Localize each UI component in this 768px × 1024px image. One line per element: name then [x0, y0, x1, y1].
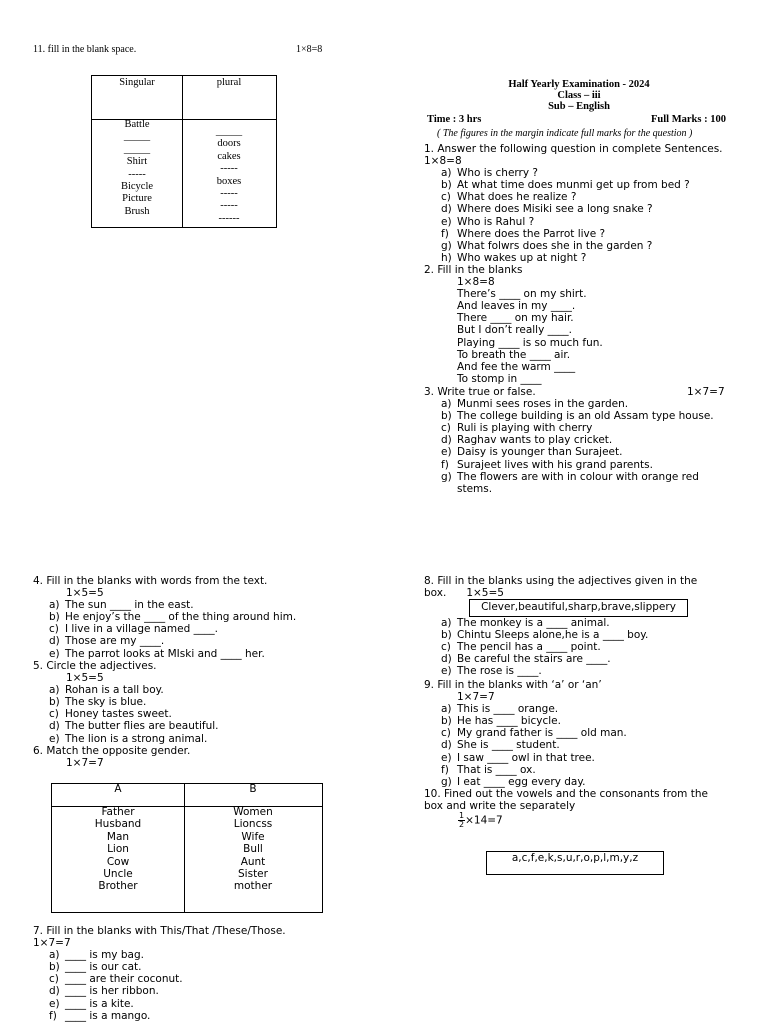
- q2-line: But I don’t really ____.: [457, 324, 572, 337]
- q4-title: 4. Fill in the blanks with words from the text.: [33, 575, 268, 587]
- q7-item: [49, 998, 286, 1010]
- q6-title: 6. Match the opposite gender.: [33, 745, 191, 757]
- q8-item-label: e): [441, 665, 452, 678]
- q10-letter-box: a,c,f,e,k,s,u,r,o,p,l,m,y,z: [486, 851, 664, 875]
- q8-item-text: The monkey is a ____ animal.: [457, 617, 610, 629]
- q7-item-text: ____ is a kite.: [65, 997, 134, 1010]
- q1-item: [441, 216, 723, 228]
- q11-marks: 1×8=8: [296, 44, 323, 55]
- q11-title: 11. fill in the blank space.: [33, 44, 137, 55]
- q10-marks-denominator: 2: [459, 820, 465, 829]
- q4-item: [49, 648, 296, 660]
- q4-item: [49, 635, 296, 647]
- q8-item-label: c): [441, 641, 451, 654]
- exam-class: Class – iii: [557, 90, 601, 101]
- exam-note: ( The figures in the margin indicate full marks for the question ): [437, 128, 693, 139]
- q6-column-a-cell: Father: [101, 806, 135, 818]
- q5-item: [49, 708, 219, 720]
- q1-item-label: c): [441, 191, 451, 204]
- q8-item-text: Be careful the stairs are ____.: [457, 653, 611, 666]
- q1-item-label: d): [441, 203, 452, 216]
- q9-item-text: I eat ____ egg every day.: [457, 775, 586, 788]
- q9-title: 9. Fill in the blanks with ‘a’ or ‘an’: [424, 679, 602, 691]
- q7-item-label: e): [49, 997, 60, 1010]
- q5-item: [49, 720, 219, 732]
- q7-item-text: ____ is my bag.: [65, 949, 144, 962]
- q3: [424, 386, 714, 495]
- exam-title: Half Yearly Examination - 2024: [508, 79, 650, 90]
- q5-item-text: Rohan is a tall boy.: [65, 684, 164, 697]
- q11-plural-cell: doors: [217, 138, 241, 150]
- q5: [33, 660, 219, 745]
- q8-marks: 1×5=5: [466, 587, 504, 600]
- q1-item-label: b): [441, 179, 452, 192]
- q11-plural-cell: -----: [220, 163, 238, 175]
- q6-header-a: A: [114, 783, 122, 795]
- q4-item-label: e): [49, 647, 60, 660]
- q3-item-text: Ruli is playing with cherry: [457, 422, 593, 435]
- q3-item-text: Raghav wants to play cricket.: [457, 434, 613, 447]
- q10: [424, 788, 708, 812]
- q7-item-label: f): [49, 1009, 57, 1022]
- q6: [33, 745, 190, 769]
- q3-item-text: The college building is an old Assam type house.: [457, 410, 714, 423]
- q6-column-a-cell: Brother: [98, 880, 138, 893]
- q3-item-label: f): [441, 458, 449, 471]
- q7-item-text: ____ are their coconut.: [65, 973, 183, 986]
- q6-column-b: [185, 806, 321, 893]
- q9-item-text: This is ____ orange.: [457, 703, 559, 716]
- q1-item-label: e): [441, 215, 452, 228]
- q2-line: There ____ on my hair.: [457, 312, 574, 325]
- q5-item-label: e): [49, 732, 60, 745]
- q2: [424, 264, 603, 385]
- q3-item-label: a): [441, 398, 452, 411]
- q2-line: There’s ____ on my shirt.: [457, 288, 587, 301]
- q1-item-label: f): [441, 227, 449, 240]
- q11-plural-cell: ------: [218, 212, 240, 224]
- q1-title: 1. Answer the following question in complete Sentences.: [424, 143, 723, 155]
- q2-line: And leaves in my ____.: [457, 300, 576, 313]
- q11-header-singular: Singular: [119, 77, 155, 88]
- q9-item: [441, 703, 627, 715]
- q6-column-b-cell: mother: [233, 880, 273, 893]
- q4-marks: 1×5=5: [66, 587, 104, 600]
- q11-plural-cell: -----: [220, 187, 238, 199]
- q10-title-line2: box and write the separately: [424, 800, 576, 813]
- q7: [33, 925, 286, 1022]
- q4-item: [49, 599, 296, 611]
- q9-item-label: f): [441, 763, 449, 776]
- q6-header-b: B: [249, 783, 257, 795]
- q6-column-b-cell: Women: [233, 806, 273, 818]
- q11-singular-cell: Picture: [122, 193, 152, 205]
- q8-item-text: The pencil has a ____ point.: [457, 641, 601, 654]
- q9-item: [441, 764, 627, 776]
- q3-item: [441, 471, 714, 483]
- q3-continuation: stems.: [457, 482, 493, 495]
- q1-item-label: a): [441, 167, 452, 180]
- q7-item-text: ____ is her ribbon.: [65, 985, 159, 998]
- q8-item: [441, 629, 648, 641]
- q1-item: [441, 179, 723, 191]
- q2-marks: 1×8=8: [457, 276, 495, 289]
- q9-item-label: c): [441, 727, 451, 740]
- q6-column-a-cell: Uncle: [103, 867, 133, 880]
- q9-item: [441, 776, 627, 788]
- q4-item: [49, 611, 296, 623]
- q6-column-a: [52, 806, 184, 893]
- q8-item-label: b): [441, 629, 452, 642]
- q5-item-label: b): [49, 696, 60, 709]
- q4: [33, 575, 296, 660]
- q5-title: 5. Circle the adjectives.: [33, 660, 157, 672]
- q8-item-label: d): [441, 653, 452, 666]
- q2-line: And fee the warm ____: [457, 360, 576, 373]
- q11-plural-cell: boxes: [216, 175, 242, 187]
- q9-item: [441, 752, 627, 764]
- q1-item: [441, 240, 723, 252]
- q5-item-text: The sky is blue.: [65, 696, 147, 709]
- q6-column-b-cell: Bull: [243, 843, 263, 856]
- q1-item: [441, 167, 723, 179]
- q8-items-block: [441, 617, 648, 677]
- q5-marks: 1×5=5: [66, 672, 104, 685]
- q9-item: [441, 715, 627, 727]
- q3-item-label: b): [441, 410, 452, 423]
- q7-item: [49, 961, 286, 973]
- q1-item-label: h): [441, 251, 452, 264]
- q3-item: [441, 422, 714, 434]
- q1-item: [441, 191, 723, 203]
- q5-item: [49, 696, 219, 708]
- q3-title: 3. Write true or false.: [424, 386, 536, 398]
- q9: [424, 679, 627, 788]
- q8-item-text: Chintu Sleeps alone,he is a ____ boy.: [457, 629, 649, 642]
- q7-item-label: c): [49, 973, 59, 986]
- q11-singular-cell: Bicycle: [120, 180, 154, 192]
- q9-item: [441, 727, 627, 739]
- q7-title: 7. Fill in the blanks with This/That /These/Those.: [33, 925, 286, 937]
- q3-item: [441, 398, 714, 410]
- q5-item-label: d): [49, 720, 60, 733]
- q2-line: To breath the ____ air.: [457, 348, 571, 361]
- q11-header-plural: plural: [216, 77, 242, 88]
- q6-column-a-cell: Husband: [94, 818, 142, 831]
- q10-marks: [458, 812, 503, 829]
- q11-singular-cell: Shirt: [126, 156, 148, 168]
- q1-item-text: At what time does munmi get up from bed ?: [457, 179, 690, 192]
- q7-item: [49, 949, 286, 961]
- q9-item-label: d): [441, 739, 452, 752]
- q6-column-a-cell: Lion: [107, 843, 129, 856]
- q3-item-label: c): [441, 422, 451, 435]
- q9-item-text: I saw ____ owl in that tree.: [457, 751, 595, 764]
- q5-item: [49, 733, 219, 745]
- q1-item-text: What folwrs does she in the garden ?: [457, 239, 653, 252]
- q9-item: [441, 739, 627, 751]
- q8-item: [441, 665, 648, 677]
- q3-item-text: The flowers are with in colour with orange red: [457, 470, 699, 483]
- q7-item: [49, 973, 286, 985]
- q11-singular-cell: _____: [123, 131, 151, 143]
- q9-item-label: g): [441, 775, 452, 788]
- q11-singular-cell: _____: [123, 143, 151, 155]
- q4-item-text: I live in a village named ____.: [65, 623, 218, 636]
- q3-item: [441, 459, 714, 471]
- q7-item-label: a): [49, 949, 60, 962]
- q7-marks: 1×7=7: [33, 937, 71, 950]
- q9-item-text: She is ____ student.: [457, 739, 560, 752]
- q7-item: [49, 1010, 286, 1022]
- q3-marks: 1×7=7: [687, 386, 725, 398]
- q4-item-label: c): [49, 623, 59, 636]
- q2-line: Playing ____ is so much fun.: [457, 336, 603, 349]
- q8-word-box: Clever,beautiful,sharp,brave,slippery: [469, 599, 688, 617]
- q4-item-text: The sun ____ in the east.: [65, 599, 194, 612]
- q10-marks-rest: ×14=7: [465, 814, 503, 827]
- q3-item-label: g): [441, 470, 452, 483]
- exam-full-marks: Full Marks : 100: [651, 114, 726, 125]
- exam-time: Time : 3 hrs: [427, 114, 482, 125]
- q1-item-text: Who wakes up at night ?: [457, 251, 587, 264]
- q7-item: [49, 985, 286, 997]
- q4-item-text: The parrot looks at MIski and ____ her.: [65, 647, 265, 660]
- q3-item: [441, 446, 714, 458]
- exam-subject: Sub – English: [548, 101, 610, 112]
- q4-item-label: b): [49, 611, 60, 624]
- q11-singular-cell: Battle: [124, 119, 150, 130]
- q9-marks: 1×7=7: [457, 691, 495, 704]
- q10-title-line1: 10. Fined out the vowels and the consonants from the: [424, 788, 708, 800]
- q8-item: [441, 653, 648, 665]
- q1-item-text: Where does Misiki see a long snake ?: [457, 203, 653, 216]
- q2-title: 2. Fill in the blanks: [424, 264, 523, 276]
- q4-item-label: d): [49, 635, 60, 648]
- q10-marks-numerator: 1: [459, 811, 465, 820]
- q5-item: [49, 684, 219, 696]
- q7-item-label: d): [49, 985, 60, 998]
- q9-item-label: a): [441, 703, 452, 716]
- q6-column-b-cell: Wife: [241, 830, 265, 843]
- q11-plural-cell: _____: [215, 126, 243, 137]
- q11-plural-cell: cakes: [217, 150, 241, 162]
- q7-item-text: ____ is a mango.: [65, 1009, 151, 1022]
- q9-item-text: That is ____ ox.: [457, 763, 536, 776]
- q1: [424, 143, 723, 264]
- q3-item-text: Munmi sees roses in the garden.: [457, 398, 629, 411]
- q3-item-text: Surajeet lives with his grand parents.: [457, 458, 653, 471]
- q6-marks: 1×7=7: [66, 757, 104, 770]
- q4-item-text: Those are my ____.: [65, 635, 165, 648]
- q3-item-label: e): [441, 446, 452, 459]
- q1-item: [441, 228, 723, 240]
- q4-item-label: a): [49, 599, 60, 612]
- q4-item-text: He enjoy’s the ____ of the thing around him.: [65, 611, 297, 624]
- q6-column-b-cell: Aunt: [240, 855, 266, 868]
- q5-item-text: Honey tastes sweet.: [65, 708, 172, 721]
- q3-item: [441, 410, 714, 422]
- q1-item-text: Where does the Parrot live ?: [457, 227, 606, 240]
- q2-line: To stomp in ____: [457, 372, 542, 385]
- q11-singular-cell: Brush: [124, 205, 150, 217]
- q9-item-text: He has ____ bicycle.: [457, 715, 561, 728]
- q6-column-a-cell: Cow: [106, 855, 130, 868]
- q8-item-text: The rose is ____.: [457, 665, 542, 678]
- q1-item-text: Who is cherry ?: [457, 167, 538, 180]
- q8: [424, 575, 697, 599]
- q5-item-label: a): [49, 684, 60, 697]
- q3-item-text: Daisy is younger than Surajeet.: [457, 446, 623, 459]
- q3-item-label: d): [441, 434, 452, 447]
- q8-title-line1: 8. Fill in the blanks using the adjectives given in the: [424, 575, 698, 587]
- q1-item: [441, 252, 723, 264]
- q1-marks: 1×8=8: [424, 155, 462, 168]
- q6-column-b-cell: Lioncss: [233, 818, 273, 831]
- q8-title-line2: box.: [424, 587, 447, 600]
- q4-item: [49, 623, 296, 635]
- q8-item: [441, 617, 648, 629]
- q7-item-text: ____ is our cat.: [65, 961, 142, 974]
- q5-item-text: The butter flies are beautiful.: [65, 720, 219, 733]
- q11-plural-column: [183, 126, 275, 225]
- q1-item: [441, 203, 723, 215]
- q1-item-text: Who is Rahul ?: [457, 215, 535, 228]
- q9-item-label: e): [441, 751, 452, 764]
- q5-item-text: The lion is a strong animal.: [65, 732, 208, 745]
- q1-item-label: g): [441, 239, 452, 252]
- q5-item-label: c): [49, 708, 59, 721]
- q9-item-label: b): [441, 715, 452, 728]
- q11-singular-cell: -----: [128, 168, 146, 180]
- q11-plural-cell: -----: [220, 200, 238, 212]
- q8-item-label: a): [441, 617, 452, 629]
- q7-item-label: b): [49, 961, 60, 974]
- q8-item: [441, 641, 648, 653]
- q9-item-text: My grand father is ____ old man.: [457, 727, 627, 740]
- q11-singular-column: [92, 119, 182, 218]
- q6-column-b-cell: Sister: [238, 867, 268, 880]
- q6-column-a-cell: Man: [106, 830, 130, 843]
- q1-item-text: What does he realize ?: [457, 191, 577, 204]
- q3-item: [441, 434, 714, 446]
